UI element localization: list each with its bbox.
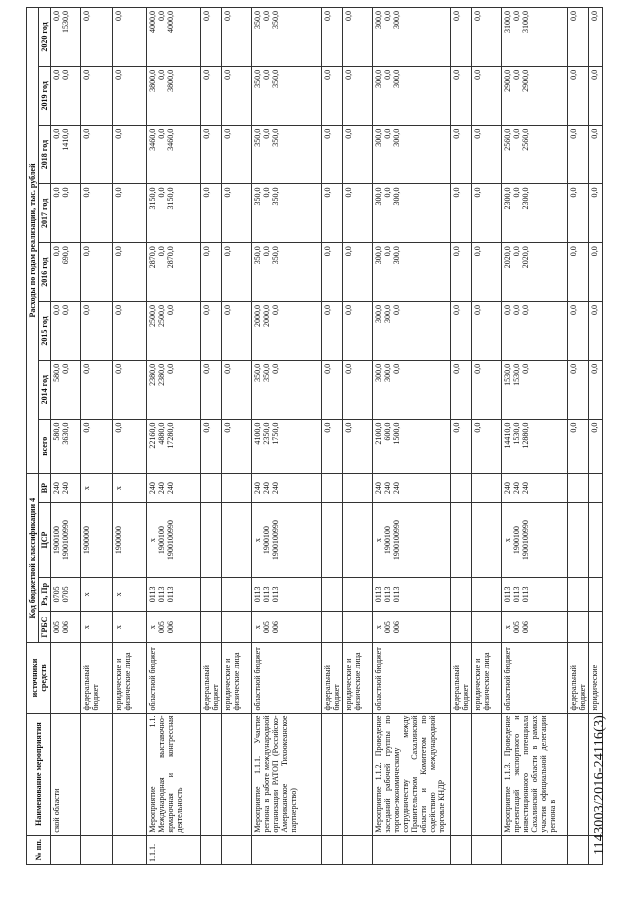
- cell-year-value: 0,0 690,0: [51, 243, 81, 302]
- cell-csr: [201, 503, 222, 578]
- cell-vr: x: [113, 473, 147, 502]
- cell-year-value: 0,0: [343, 8, 373, 67]
- cell-number: [502, 835, 568, 864]
- cell-year-value: 0,0: [222, 125, 252, 184]
- cell-year-value: 0,0: [451, 184, 472, 243]
- cell-funding-source: федеральный бюджет: [201, 643, 222, 713]
- cell-year-value: 0,0 0,0 0,0: [502, 302, 568, 361]
- cell-funding-source: юридические и физические лица: [222, 643, 252, 713]
- cell-rzpr: 0113 0113 0113: [252, 577, 322, 611]
- cell-total: 0,0: [222, 419, 252, 473]
- cell-total: 0,0: [589, 419, 603, 473]
- cell-grbs: [343, 611, 373, 643]
- cell-year-value: 0,0 1530,0: [51, 8, 81, 67]
- cell-year-value: 350,0 0,0 350,0: [252, 184, 322, 243]
- cell-year-value: 0,0: [113, 243, 147, 302]
- header-name: Наименование мероприятия: [27, 713, 51, 835]
- cell-year-value: 300,0 0,0 300,0: [373, 184, 451, 243]
- cell-year-value: 2870,0 0,0 2870,0: [147, 243, 201, 302]
- header-expense-group: Расходы по годам реализации, тыс. рублей: [27, 8, 39, 474]
- header-grbs: ГРБС: [39, 611, 51, 643]
- cell-year-value: 0,0: [201, 125, 222, 184]
- header-year: 2017 год: [39, 184, 51, 243]
- table-row: [568, 8, 589, 865]
- cell-vr: [472, 473, 502, 502]
- table-row: [81, 8, 113, 865]
- cell-year-value: 0,0: [472, 66, 502, 125]
- table-row: [51, 8, 81, 865]
- cell-event-name: Мероприятие 1.1.3. Проведение презентаций экспортного и инвестиционного потенциала Сахалинской области в рамках участия официальной делегации региона в: [502, 713, 568, 835]
- cell-funding-source: [51, 643, 81, 713]
- cell-grbs: x 005 006: [147, 611, 201, 643]
- cell-csr: [589, 503, 603, 578]
- table-row: [451, 8, 472, 865]
- cell-event-name: ской области: [51, 713, 81, 835]
- cell-year-value: 0,0: [322, 125, 343, 184]
- cell-csr: [322, 503, 343, 578]
- cell-year-value: 1530,0 1530,0 0,0: [502, 360, 568, 419]
- cell-total: 22160,0 4880,0 17280,0: [147, 419, 201, 473]
- cell-year-value: 0,0: [81, 360, 113, 419]
- cell-year-value: 0,0: [589, 302, 603, 361]
- header-year: 2019 год: [39, 66, 51, 125]
- cell-number: [472, 835, 502, 864]
- cell-grbs: [589, 611, 603, 643]
- cell-grbs: [568, 611, 589, 643]
- cell-year-value: 0,0: [568, 184, 589, 243]
- cell-funding-source: федеральный бюджет: [322, 643, 343, 713]
- cell-year-value: 2900,0 0,0 2900,0: [502, 66, 568, 125]
- cell-year-value: 300,0 0,0 300,0: [373, 8, 451, 67]
- cell-vr: [322, 473, 343, 502]
- cell-vr: [451, 473, 472, 502]
- cell-total: 0,0: [322, 419, 343, 473]
- cell-event-name: Мероприятие 1.1.2. Проведение заседаний рабочей группы по торгово-экономическому сотрудничеству между Правительством Сахалинской области и Комитетом по содействию международной торговле КНДР: [373, 713, 451, 835]
- cell-csr: [472, 503, 502, 578]
- cell-year-value: 0,0: [81, 8, 113, 67]
- cell-year-value: 0,0: [568, 125, 589, 184]
- cell-year-value: 2000,0 2000,0 0,0: [252, 302, 322, 361]
- cell-year-value: 0,0: [201, 66, 222, 125]
- cell-year-value: 0,0: [451, 125, 472, 184]
- table-row: [343, 8, 373, 865]
- cell-year-value: 0,0: [451, 302, 472, 361]
- cell-rzpr: x: [113, 577, 147, 611]
- cell-year-value: 0,0: [589, 125, 603, 184]
- header-code-group: Код бюджетной классификации 4: [27, 473, 39, 643]
- cell-year-value: 0,0: [322, 66, 343, 125]
- cell-year-value: 580,0 0,0: [51, 360, 81, 419]
- cell-year-value: 2560,0 0,0 2560,0: [502, 125, 568, 184]
- cell-rzpr: [472, 577, 502, 611]
- cell-number: [201, 835, 222, 864]
- cell-csr: x 1900100 1900100990: [252, 503, 322, 578]
- header-year: 2018 год: [39, 125, 51, 184]
- cell-total: 0,0: [451, 419, 472, 473]
- cell-vr: [568, 473, 589, 502]
- cell-year-value: 0,0: [589, 360, 603, 419]
- cell-funding-source: федеральный бюджет: [451, 643, 472, 713]
- cell-year-value: 0,0: [472, 8, 502, 67]
- cell-rzpr: [201, 577, 222, 611]
- cell-year-value: 0,0: [343, 125, 373, 184]
- cell-rzpr: [322, 577, 343, 611]
- header-total: всего: [39, 419, 51, 473]
- cell-event-name: Мероприятие 1.1.1. Участие региона в работе международной организации PATOП (Российско-Американское Тихоокеанское партнерство): [252, 713, 322, 835]
- cell-grbs: x 005 006: [252, 611, 322, 643]
- cell-year-value: 0,0: [222, 302, 252, 361]
- cell-year-value: 0,0: [343, 184, 373, 243]
- budget-table: [26, 7, 603, 865]
- table-row: [201, 8, 222, 865]
- cell-number: [81, 835, 113, 864]
- cell-funding-source: областной бюджет: [373, 643, 451, 713]
- cell-year-value: 0,0 0,0: [51, 66, 81, 125]
- cell-year-value: 0,0: [568, 8, 589, 67]
- cell-grbs: [222, 611, 252, 643]
- header-year: 2015 год: [39, 302, 51, 361]
- cell-vr: [222, 473, 252, 502]
- cell-year-value: 300,0 0,0 300,0: [373, 125, 451, 184]
- cell-year-value: 0,0: [201, 184, 222, 243]
- header-year: 2020 год: [39, 8, 51, 67]
- cell-year-value: 0,0: [568, 243, 589, 302]
- cell-event-name: [472, 713, 502, 835]
- cell-funding-source: областной бюджет: [147, 643, 201, 713]
- cell-year-value: 4000,0 0,0 4000,0: [147, 8, 201, 67]
- cell-vr: 240 240: [51, 473, 81, 502]
- cell-rzpr: 0113 0113 0113: [373, 577, 451, 611]
- cell-vr: 240 240 240: [147, 473, 201, 502]
- cell-number: [451, 835, 472, 864]
- cell-number: [322, 835, 343, 864]
- cell-year-value: 0,0: [81, 184, 113, 243]
- cell-csr: 1900000: [81, 503, 113, 578]
- cell-year-value: 0,0: [472, 184, 502, 243]
- cell-year-value: 300,0 300,0 0,0: [373, 360, 451, 419]
- cell-year-value: 0,0: [472, 302, 502, 361]
- cell-year-value: 350,0 0,0 350,0: [252, 8, 322, 67]
- cell-year-value: 0,0: [322, 360, 343, 419]
- cell-funding-source: федеральный бюджет: [81, 643, 113, 713]
- cell-year-value: 0,0: [568, 360, 589, 419]
- cell-year-value: 0,0: [222, 360, 252, 419]
- cell-year-value: 0,0: [343, 66, 373, 125]
- cell-grbs: [322, 611, 343, 643]
- table-row: [113, 8, 147, 865]
- cell-year-value: 350,0 0,0 350,0: [252, 125, 322, 184]
- cell-year-value: 0,0: [322, 184, 343, 243]
- cell-grbs: [451, 611, 472, 643]
- cell-rzpr: 0705 0705: [51, 577, 81, 611]
- cell-rzpr: [568, 577, 589, 611]
- cell-number: [373, 835, 451, 864]
- cell-year-value: 0,0: [201, 8, 222, 67]
- cell-rzpr: [222, 577, 252, 611]
- header-csr: ЦСР: [39, 503, 51, 578]
- cell-year-value: 3150,0 0,0 3150,0: [147, 184, 201, 243]
- cell-year-value: 3100,0 0,0 3100,0: [502, 8, 568, 67]
- document-code: 1143003/2016-24116(3): [592, 714, 607, 855]
- cell-csr: [568, 503, 589, 578]
- cell-year-value: 0,0: [81, 243, 113, 302]
- cell-total: 0,0: [81, 419, 113, 473]
- cell-year-value: 0,0: [589, 184, 603, 243]
- cell-csr: x 1900100 1900100990: [147, 503, 201, 578]
- cell-year-value: 0,0: [113, 125, 147, 184]
- cell-csr: [222, 503, 252, 578]
- cell-funding-source: областной бюджет: [252, 643, 322, 713]
- cell-total: 0,0: [472, 419, 502, 473]
- cell-total: 0,0: [568, 419, 589, 473]
- cell-year-value: 0,0: [201, 302, 222, 361]
- cell-year-value: 0,0: [322, 8, 343, 67]
- cell-year-value: 0,0 0,0: [51, 302, 81, 361]
- cell-event-name: [222, 713, 252, 835]
- table-row: [472, 8, 502, 865]
- cell-year-value: 0,0: [113, 360, 147, 419]
- cell-event-name: [322, 713, 343, 835]
- cell-csr: 1900000: [113, 503, 147, 578]
- cell-vr: x: [81, 473, 113, 502]
- cell-vr: 240 240 240: [502, 473, 568, 502]
- cell-grbs: x: [81, 611, 113, 643]
- cell-rzpr: x: [81, 577, 113, 611]
- header-year: 2014 год: [39, 360, 51, 419]
- header-rzpr: Рз, Пр: [39, 577, 51, 611]
- cell-number: [568, 835, 589, 864]
- cell-rzpr: [589, 577, 603, 611]
- cell-funding-source: юридические и физические лица: [343, 643, 373, 713]
- header-row-1: [27, 8, 39, 865]
- cell-event-name: [568, 713, 589, 835]
- cell-year-value: 0,0: [568, 66, 589, 125]
- cell-year-value: 2500,0 2500,0 0,0: [147, 302, 201, 361]
- cell-year-value: 0,0: [589, 66, 603, 125]
- cell-number: [51, 835, 81, 864]
- cell-year-value: 350,0 0,0 350,0: [252, 66, 322, 125]
- cell-year-value: 0,0: [222, 66, 252, 125]
- cell-event-name: [201, 713, 222, 835]
- cell-number: [222, 835, 252, 864]
- cell-year-value: 3460,0 0,0 3460,0: [147, 125, 201, 184]
- table-row: [502, 8, 568, 865]
- cell-year-value: 0,0: [451, 243, 472, 302]
- cell-year-value: 0,0: [81, 66, 113, 125]
- table-row: [147, 8, 201, 865]
- cell-csr: [451, 503, 472, 578]
- cell-year-value: 2020,0 0,0 2020,0: [502, 243, 568, 302]
- header-vr: ВР: [39, 473, 51, 502]
- cell-year-value: 2300,0 0,0 2300,0: [502, 184, 568, 243]
- cell-year-value: 0,0: [81, 125, 113, 184]
- cell-year-value: 0,0: [201, 360, 222, 419]
- cell-event-name: [451, 713, 472, 835]
- cell-grbs: x 005 006: [502, 611, 568, 643]
- cell-year-value: 3800,0 0,0 3800,0: [147, 66, 201, 125]
- table-row: [373, 8, 451, 865]
- cell-year-value: 300,0 300,0 0,0: [373, 302, 451, 361]
- cell-year-value: 300,0 0,0 300,0: [373, 66, 451, 125]
- cell-year-value: 0,0: [222, 243, 252, 302]
- cell-csr: x 1900100 1900100990: [373, 503, 451, 578]
- cell-funding-source: юридические и физические лица: [472, 643, 502, 713]
- cell-year-value: 0,0: [472, 360, 502, 419]
- cell-year-value: 0,0: [222, 184, 252, 243]
- cell-year-value: 0,0: [451, 8, 472, 67]
- cell-total: 0,0: [113, 419, 147, 473]
- cell-number: 1.1.1.: [147, 835, 201, 864]
- cell-year-value: 0,0: [222, 8, 252, 67]
- cell-year-value: 0,0: [322, 302, 343, 361]
- cell-number: [252, 835, 322, 864]
- cell-grbs: 005 006: [51, 611, 81, 643]
- cell-year-value: 0,0: [343, 360, 373, 419]
- cell-year-value: 0,0: [343, 302, 373, 361]
- cell-total: 580,0 3630,0: [51, 419, 81, 473]
- cell-year-value: 0,0: [113, 66, 147, 125]
- cell-vr: 240 240 240: [373, 473, 451, 502]
- cell-year-value: 0,0 0,0: [51, 184, 81, 243]
- cell-vr: 240 240 240: [252, 473, 322, 502]
- cell-year-value: 0,0: [451, 66, 472, 125]
- cell-vr: [343, 473, 373, 502]
- cell-year-value: 2380,0 2380,0 0,0: [147, 360, 201, 419]
- table-row: [252, 8, 322, 865]
- header-year: 2016 год: [39, 243, 51, 302]
- cell-vr: [201, 473, 222, 502]
- table-row: [222, 8, 252, 865]
- table-body: [51, 8, 603, 865]
- cell-event-name: [343, 713, 373, 835]
- cell-funding-source: областной бюджет: [502, 643, 568, 713]
- cell-number: [343, 835, 373, 864]
- cell-year-value: 0,0: [589, 8, 603, 67]
- cell-total: 14410,0 1530,0 12880,0: [502, 419, 568, 473]
- cell-grbs: x: [113, 611, 147, 643]
- cell-year-value: 0,0: [343, 243, 373, 302]
- cell-event-name: [113, 713, 147, 835]
- cell-year-value: 0,0: [568, 302, 589, 361]
- cell-event-name: Мероприятие 1.1. Международная выставочно-ярмарочная и конгрессная деятельность: [147, 713, 201, 835]
- cell-year-value: 0,0: [451, 360, 472, 419]
- header-no: № пп.: [27, 835, 51, 864]
- cell-grbs: [201, 611, 222, 643]
- cell-total: 4100,0 2350,0 1750,0: [252, 419, 322, 473]
- cell-number: [113, 835, 147, 864]
- cell-grbs: [472, 611, 502, 643]
- cell-year-value: 0,0: [113, 8, 147, 67]
- cell-rzpr: 0113 0113 0113: [147, 577, 201, 611]
- cell-event-name: [81, 713, 113, 835]
- cell-csr: [343, 503, 373, 578]
- header-source: источники средств: [27, 643, 51, 713]
- cell-year-value: 0,0: [472, 125, 502, 184]
- cell-year-value: 0,0: [472, 243, 502, 302]
- cell-rzpr: [343, 577, 373, 611]
- cell-total: 0,0: [201, 419, 222, 473]
- cell-year-value: 0,0: [113, 184, 147, 243]
- cell-year-value: 350,0 350,0 0,0: [252, 360, 322, 419]
- cell-total: 0,0: [343, 419, 373, 473]
- cell-year-value: 0,0: [81, 302, 113, 361]
- cell-year-value: 0,0 1410,0: [51, 125, 81, 184]
- cell-csr: 1900100 1900100990: [51, 503, 81, 578]
- cell-funding-source: юридические: [589, 643, 603, 713]
- cell-year-value: 300,0 0,0 300,0: [373, 243, 451, 302]
- cell-year-value: 0,0: [589, 243, 603, 302]
- cell-rzpr: [451, 577, 472, 611]
- cell-year-value: 350,0 0,0 350,0: [252, 243, 322, 302]
- cell-year-value: 0,0: [322, 243, 343, 302]
- cell-funding-source: юридические и физические лица: [113, 643, 147, 713]
- table-row: [322, 8, 343, 865]
- cell-csr: x 1900100 1900100990: [502, 503, 568, 578]
- cell-grbs: x 005 006: [373, 611, 451, 643]
- cell-year-value: 0,0: [113, 302, 147, 361]
- cell-rzpr: 0113 0113 0113: [502, 577, 568, 611]
- cell-vr: [589, 473, 603, 502]
- cell-total: 2100,0 600,0 1500,0: [373, 419, 451, 473]
- cell-year-value: 0,0: [201, 243, 222, 302]
- cell-funding-source: федеральный бюджет: [568, 643, 589, 713]
